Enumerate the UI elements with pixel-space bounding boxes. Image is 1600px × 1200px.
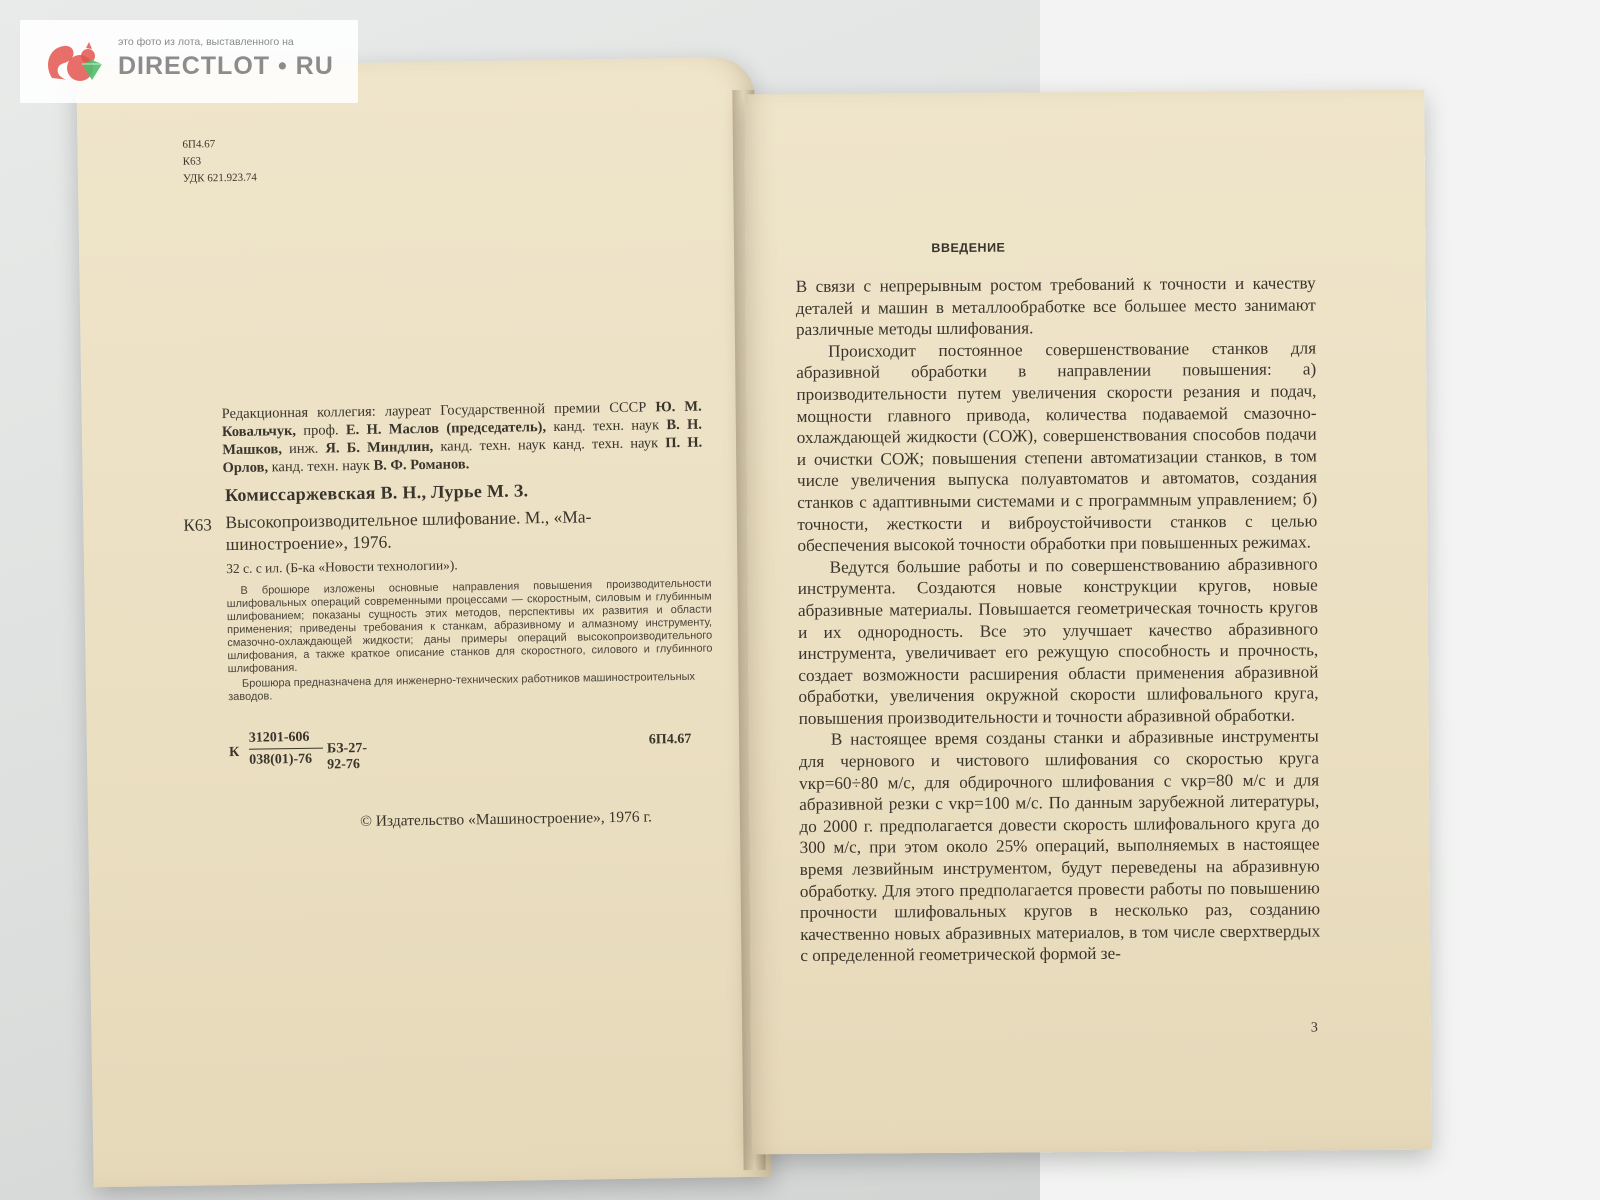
udk-code: УДК 621.923.74 — [182, 171, 257, 185]
formula-code: 6П4.67 — [648, 731, 692, 748]
watermark-brand: DIRECTLOT • RU — [118, 52, 334, 80]
paragraph: В связи с непрерывным ростом требований к точности и качеству деталей и машин в металлообработке все большее место занимают различные методы шлифования. — [795, 273, 1316, 340]
board-name: Ю. М. Ковальчук, — [221, 398, 702, 441]
title-line: Высокопроизводительное шлифование. М., «Ма- — [225, 506, 592, 533]
squirrel-logo-icon — [42, 38, 108, 90]
authors: Комиссаржевская В. Н., Лурье М. З. — [224, 480, 529, 506]
author-mark: К63 — [182, 155, 202, 168]
title-line: шиностроение», 1976. — [225, 531, 392, 555]
formula-k: К — [228, 744, 240, 761]
classification-codes — [182, 137, 257, 189]
left-page — [76, 57, 772, 1188]
board-prefix: Редакционная коллегия: лауреат Государственной премии СССР — [221, 399, 647, 423]
formula-numerator: 31201-606 — [249, 730, 323, 750]
formula-bz: БЗ-27-92-76 — [326, 740, 368, 773]
paragraph: Ведутся большие работы и по совершенствованию абразивного инструмента. Создаются новые конструкции кругов, новые абразивные материалы. Повышается геометрическая точность кругов и их однородность. Все это улучшает качество абразивного инструмента, увеличивает его режущую способность и прочность, создает возможности расширения области применения абразивной обработки, увеличения окружной скорости шлифовального круга, повышения производительности и точности абразивной обработки. — [797, 554, 1319, 728]
page-number: 3 — [1310, 1020, 1318, 1036]
section-heading: ВВЕДЕНИЕ — [931, 240, 1006, 256]
classifier-mark: К63 — [183, 515, 212, 535]
right-page — [744, 90, 1431, 1155]
page-count: 32 с. с ил. (Б-ка «Новости технологии»). — [226, 557, 458, 577]
board-name: Е. Н. Маслов (председатель), — [345, 419, 547, 439]
editorial-board: Редакционная коллегия: лауреат Государственной премии СССР Ю. М. Ковальчук, проф. Е. Н. Маслов (председатель), канд. техн. наук В. Н. Машков, инж. Я. Б. Миндлин, канд. техн. наук канд. техн. наук П. Н. Орлов, канд. техн. наук В. Ф. Романов. — [221, 398, 703, 477]
watermark — [20, 20, 358, 103]
intro-text — [796, 272, 1321, 967]
annotation: В брошюре изложены основные направления повышения производительности шлифовальных операций современными процессами — скоростным, силовым и глубинным шлифованием; показаны сущность этих методов, перспективы их развития и области применения; приведены требования к станкам, абразивному и алмазному инструменту, смазочно-охлаждающей жидкости; даны примеры операций высокопроизводительного шлифования, а также краткое описание станков для скоростного, силового и глубинного шлифования. — [226, 577, 713, 676]
book-title — [225, 504, 706, 556]
watermark-caption: это фото из лота, выставленного на — [118, 36, 294, 48]
copyright: © Издательство «Машиностроение», 1976 г. — [359, 808, 653, 831]
board-name: П. Н. Орлов, — [222, 434, 703, 477]
board-name: Я. Б. Миндлин, — [325, 438, 434, 457]
paragraph: Происходит постоянное совершенствование станков для абразивной обработки в направлении повышения: а) производительности путем увеличения скорости резания и подач, мощности главного привода, количества подаваемой смазочно-охлаждающей жидкости (СОЖ), совершенствования способов подачи и очистки СОЖ; повышения степени автоматизации станков, в том числе увеличения выпуска полуавтоматов и автоматов, создания станков с адаптивными системами и с программным управлением; б) точности, жесткости и виброустойчивости станков с целью обеспечения высокой точности обработки при повышенных режимах. — [796, 338, 1318, 556]
board-name: В. Ф. Романов. — [373, 456, 470, 474]
board-name: В. Н. Машков, — [222, 416, 703, 459]
paragraph: В настоящее время созданы станки и абразивные инструменты для чернового и чистового шлифования со скоростью круга vкр=60÷80 м/с, для обдирочного шлифования с vкр=80 м/с и для абразивной резки с vкр=100 м/с. По данным зарубежной литературы, до 2000 г. предполагается довести скорость шлифовального круга до 300 м/с, при этом около 25% операций, выполняемых в настоящее время лезвийным инструментом, будут переведены на абразивную обработку. Для этого предполагается провести работы по повышению прочности шлифовальных кругов в несколько раз, созданию качественно новых абразивных материалов, в том числе сверхтвердых с определенной геометрической формой зе- — [798, 726, 1321, 966]
bbk-code: 6П4.67 — [182, 138, 216, 151]
audience-note: Брошюра предназначена для инженерно-технических работников машиностроительных заводов. — [228, 670, 696, 704]
formula-denominator: 038(01)-76 — [249, 751, 313, 768]
